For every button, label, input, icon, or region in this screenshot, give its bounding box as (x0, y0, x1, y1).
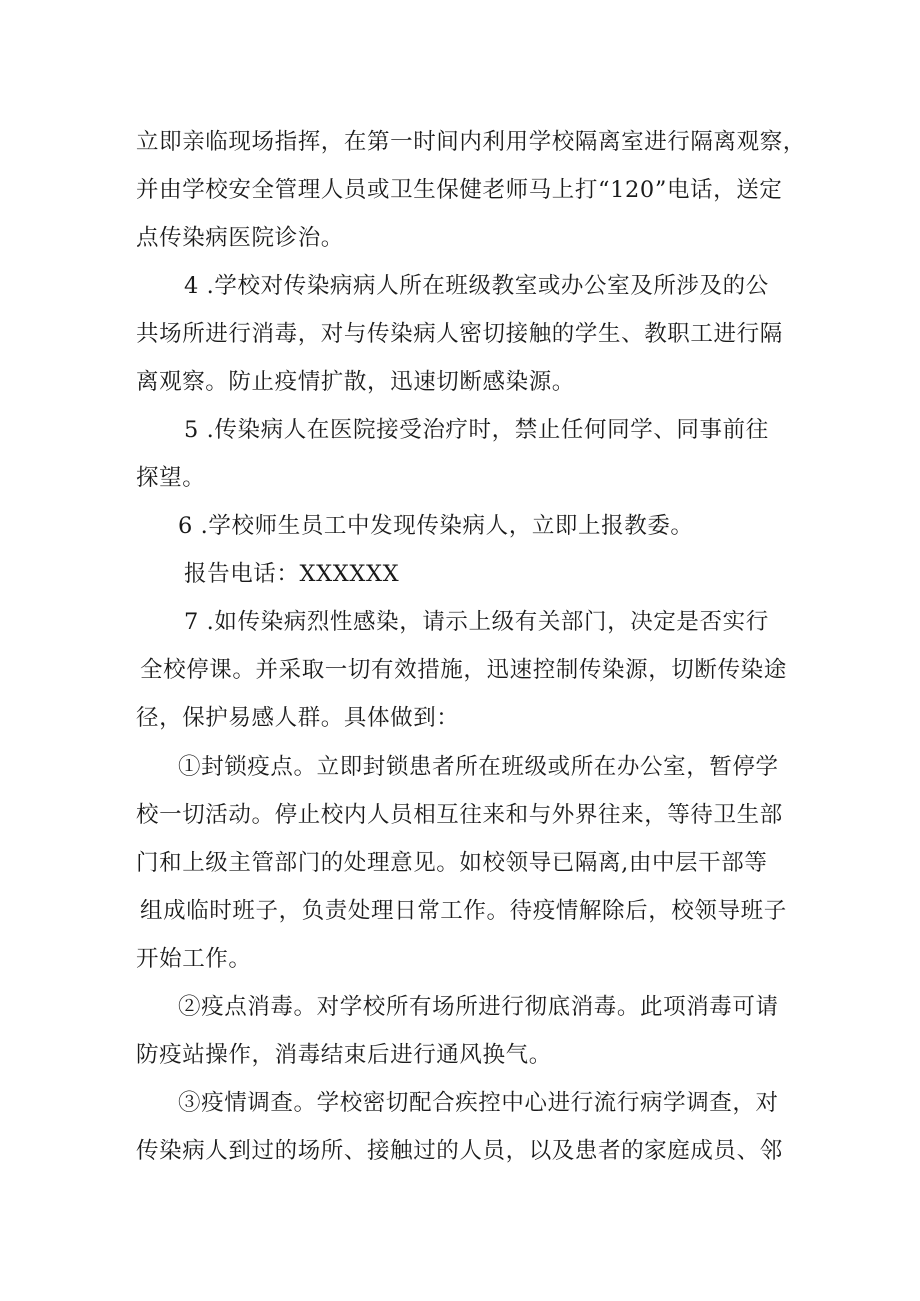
text-line: 全校停课。并采取一切有效措施，迅速控制传染源，切断传染途 (140, 657, 787, 683)
text-line: 7 .如传染病烈性感染，请示上级有关部门，决定是否实行 (184, 609, 769, 635)
text-line: 点传染病医院诊治。 (136, 225, 344, 251)
text-line: 4 .学校对传染病病人所在班级教室或办公室及所涉及的公 (184, 273, 769, 299)
text-line: 探望。 (136, 465, 206, 491)
text-line: 报告电话：XXXXXX (184, 561, 400, 587)
text-line: ③疫情调查。学校密切配合疾控中心进行流行病学调查，对 (178, 1090, 779, 1116)
text-line: ②疫点消毒。对学校所有场所进行彻底消毒。此项消毒可请 (178, 994, 779, 1020)
text-line: 组成临时班子，负责处理日常工作。待疫情解除后，校领导班子 (140, 898, 787, 924)
text-line: 离观察。防止疫情扩散，迅速切断感染源。 (136, 369, 575, 395)
text-line: 5 .传染病人在医院接受治疗时，禁止任何同学、同事前往 (184, 417, 769, 443)
text-line: 门和上级主管部门的处理意见。如校领导已隔离,由中层干部等 (136, 850, 768, 876)
text-line: 传染病人到过的场所、接触过的人员，以及患者的家庭成员、邻 (136, 1138, 783, 1164)
text-line: 开始工作。 (136, 946, 252, 972)
text-line: 共场所进行消毒，对与传染病人密切接触的学生、教职工进行隔 (136, 321, 783, 347)
text-line: 并由学校安全管理人员或卫生保健老师马上打“120”电话，送定 (136, 177, 783, 203)
text-line: 校一切活动。停止校内人员相互往来和与外界往来，等待卫生部 (136, 802, 783, 828)
text-line: 防疫站操作，消毒结束后进行通风换气。 (136, 1042, 552, 1068)
text-line: 6 .学校师生员工中发现传染病人，立即上报教委。 (178, 513, 694, 539)
text-line: 径，保护易感人群。具体做到： (136, 705, 460, 731)
text-line: 立即亲临现场指挥，在第一时间内利用学校隔离室进行隔离观察， (136, 129, 806, 155)
text-line: ①封锁疫点。立即封锁患者所在班级或所在办公室，暂停学 (178, 754, 779, 780)
